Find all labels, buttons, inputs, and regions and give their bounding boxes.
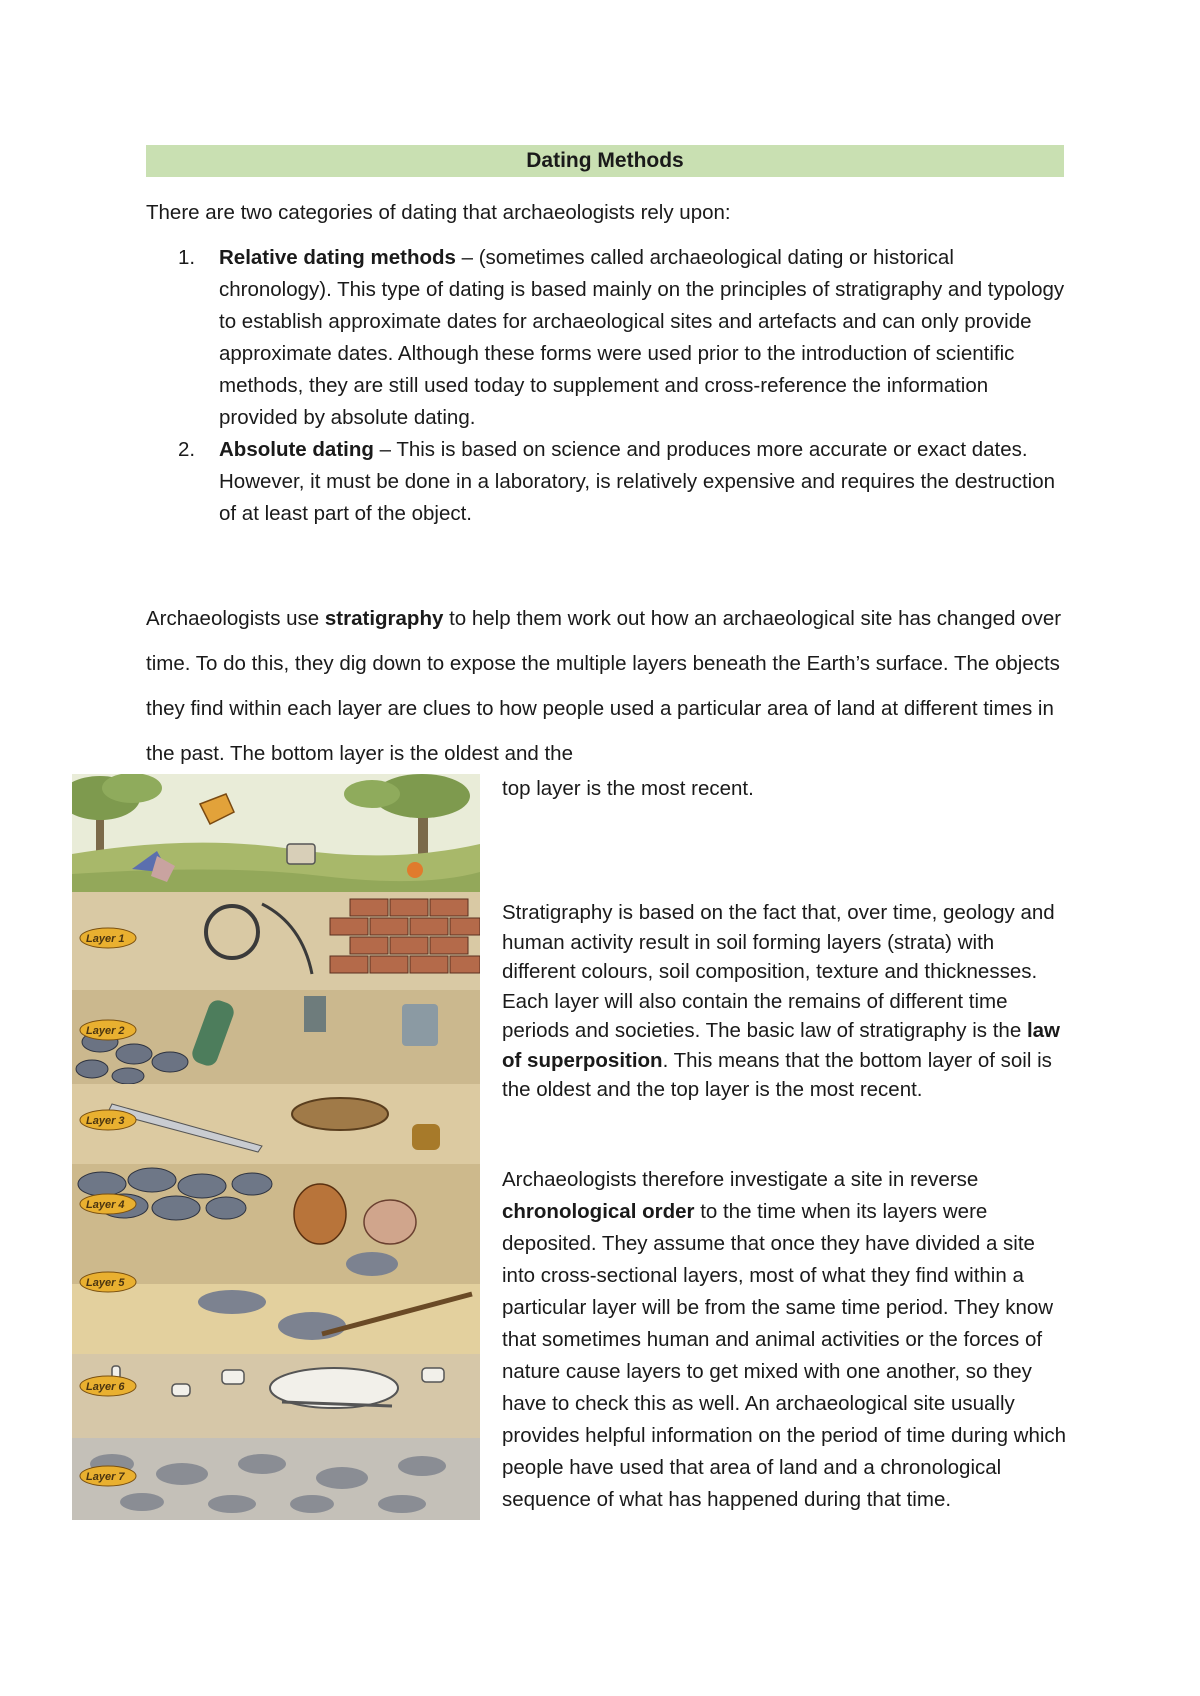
layer-label: [80, 1194, 136, 1214]
layer-label: [80, 1110, 136, 1130]
method-description: – (sometimes called archaeological dating or historical chronology). This type of dating is based mainly on the principles of stratigraphy and typology to establish approximate dates for archaeological sites and artefacts and can only provide approximate dates. Although these forms were used prior to the introduction of scientific methods, they are still used today to supplement and cross-reference the information provided by absolute dating.: [219, 246, 1065, 429]
svg-text:Layer 5: Layer 5: [86, 1277, 125, 1289]
dating-methods-list: [146, 242, 1066, 530]
sandal: [292, 1098, 388, 1130]
stratigraphy-continuation: top layer is the most recent.: [502, 777, 754, 800]
fossil-skull: [270, 1368, 398, 1408]
list-number: 1.: [178, 246, 196, 269]
svg-text:Layer 2: Layer 2: [86, 1025, 125, 1037]
layer-label: [80, 1466, 136, 1486]
chronology-term: chronological order: [502, 1200, 695, 1223]
superposition-term: law of superposition: [502, 1019, 1060, 1072]
svg-text:Layer 1: Layer 1: [86, 933, 125, 945]
intro-paragraph: There are two categories of dating that archaeologists rely upon:: [146, 201, 731, 224]
method-description: – This is based on science and produces more accurate or exact dates. However, it must be done in a laboratory, is relatively expensive and requires the destruction of at least part of the object.: [219, 438, 1056, 525]
stratigraphy-term: stratigraphy: [324, 607, 444, 630]
layer-label: [80, 928, 136, 948]
list-item: [146, 242, 1066, 434]
superposition-paragraph: Stratigraphy is based on the fact that, over time, geology and human activity result in soil forming layers (strata) with different colours, soil composition, texture and thicknesses. Each layer will also contain the remains of different time periods and societies. The basic law of stratigraphy is the law of superposition. This means that the bottom layer of soil is the oldest and the top layer is the most recent.: [502, 901, 1060, 1101]
svg-text:Layer 3: Layer 3: [86, 1115, 125, 1127]
vase: [364, 1200, 416, 1244]
layer-label: [80, 1376, 136, 1396]
svg-text:Layer 4: Layer 4: [86, 1199, 125, 1211]
layer-label: [80, 1272, 136, 1292]
method-term: Relative dating methods: [219, 246, 456, 269]
pot: [294, 1184, 346, 1244]
list-item: [146, 434, 1066, 530]
stratigraphy-illustration: [72, 774, 480, 1520]
svg-text:Layer 6: Layer 6: [86, 1381, 125, 1393]
chronology-paragraph: Archaeologists therefore investigate a site in reverse chronological order to the time when its layers were deposited. They assume that once they have divided a site into cross-sectional layers, most of what they find within a particular layer will be from the same time period. They know that sometimes human and animal activities or the forces of nature cause layers to get mixed with one another, so they have to check this as well. An archaeological site usually provides helpful information on the period of time during which people have used that area of land and a chronological sequence of what has happened during that time.: [502, 1168, 1067, 1511]
svg-text:Layer 7: Layer 7: [86, 1471, 125, 1483]
layer-label: [80, 1020, 136, 1040]
method-term: Absolute dating: [219, 438, 374, 461]
list-number: 2.: [178, 438, 196, 461]
page-title: Dating Methods: [146, 145, 1064, 177]
stratigraphy-paragraph: Archaeologists use stratigraphy to help them work out how an archaeological site has changed over time. To do this, they dig down to expose the multiple layers beneath the Earth’s surface. The objects they find within each layer are clues to how people used a particular area of land at different times in the past. The bottom layer is the oldest and the: [146, 607, 1062, 765]
